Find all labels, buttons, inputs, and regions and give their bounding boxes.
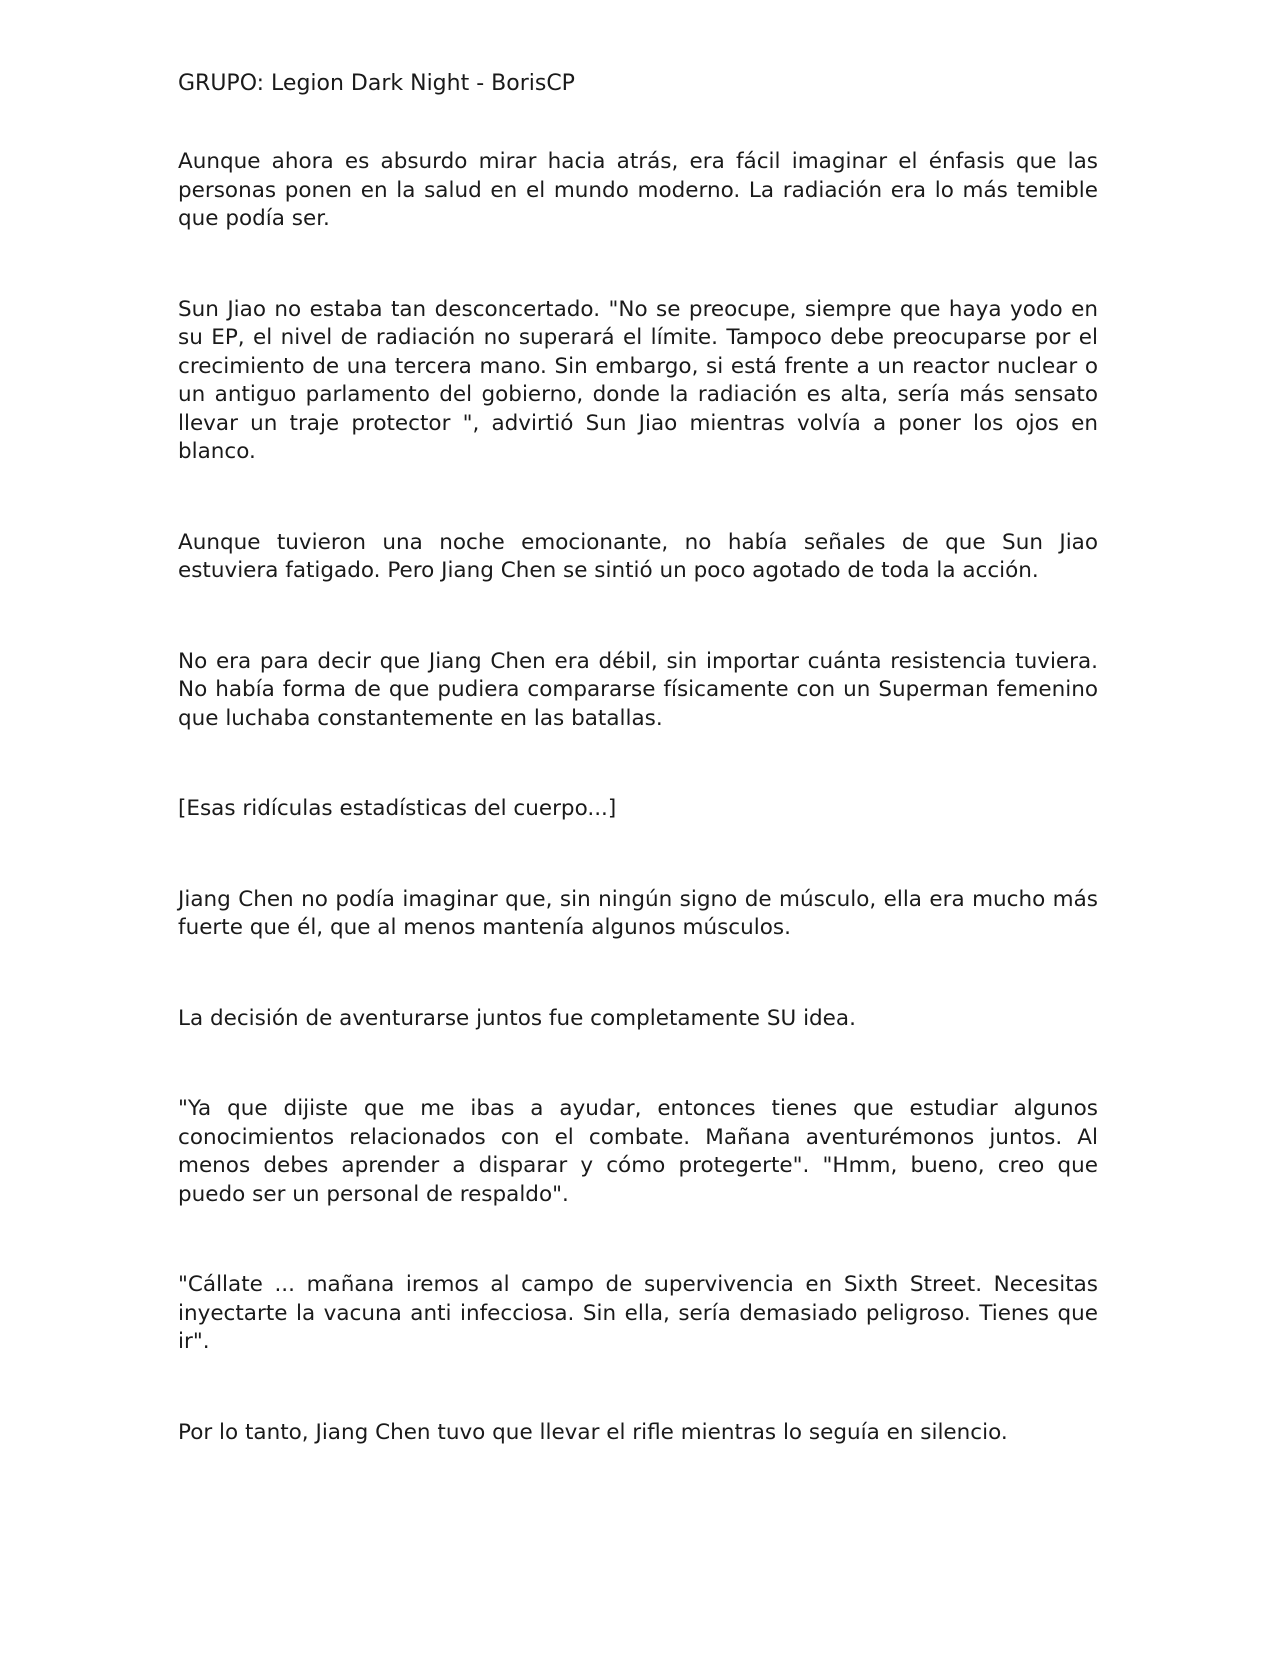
paragraph-2: Sun Jiao no estaba tan desconcertado. "No se preocupe, siempre que haya yodo en su EP, el nivel de radiación no superará el límite. Tampoco debe preocuparse por el crecimiento de una tercera mano. Sin embargo, si está frente a un reactor nuclear o un antiguo parlamento del gobierno, donde la radiación es alta, sería más sensato llevar un traje protector ", advirtió Sun Jiao mientras volvía a poner los ojos en blanco.: [178, 296, 1098, 464]
paragraph-7: La decisión de aventurarse juntos fue completamente SU idea.: [178, 1005, 856, 1031]
document-page: [178, 70, 1098, 1509]
paragraph-6: Jiang Chen no podía imaginar que, sin ningún signo de músculo, ella era mucho más fuerte que él, que al menos mantenía algunos músculos.: [178, 886, 1098, 940]
paragraph-1: Aunque ahora es absurdo mirar hacia atrás, era fácil imaginar el énfasis que las personas ponen en la salud en el mundo moderno. La radiación era lo más temible que podía ser.: [178, 149, 1098, 231]
paragraph-8: "Ya que dijiste que me ibas a ayudar, entonces tienes que estudiar algunos conocimientos relacionados con el combate. Mañana aventurémonos juntos. Al menos debes aprender a disparar y cómo protegerte". "Hmm, bueno, creo que puedo ser un personal de respaldo".: [178, 1096, 1098, 1207]
paragraph-5: [Esas ridículas estadísticas del cuerpo...]: [178, 796, 617, 821]
group-header: GRUPO: Legion Dark Night - BorisCP: [178, 71, 575, 96]
paragraph-4: No era para decir que Jiang Chen era débil, sin importar cuánta resistencia tuviera. No había forma de que pudiera compararse físicamente con un Superman femenino que luchaba constantemente en las batallas.: [178, 648, 1098, 731]
paragraph-9: "Cállate ... mañana iremos al campo de supervivencia en Sixth Street. Necesitas inyectarte la vacuna anti infecciosa. Sin ella, sería demasiado peligroso. Tienes que ir".: [178, 1272, 1098, 1354]
paragraph-3: Aunque tuvieron una noche emocionante, no había señales de que Sun Jiao estuviera fatigado. Pero Jiang Chen se sintió un poco agotado de toda la acción.: [178, 529, 1098, 583]
paragraph-10: Por lo tanto, Jiang Chen tuvo que llevar el rifle mientras lo seguía en silencio.: [178, 1419, 1008, 1445]
